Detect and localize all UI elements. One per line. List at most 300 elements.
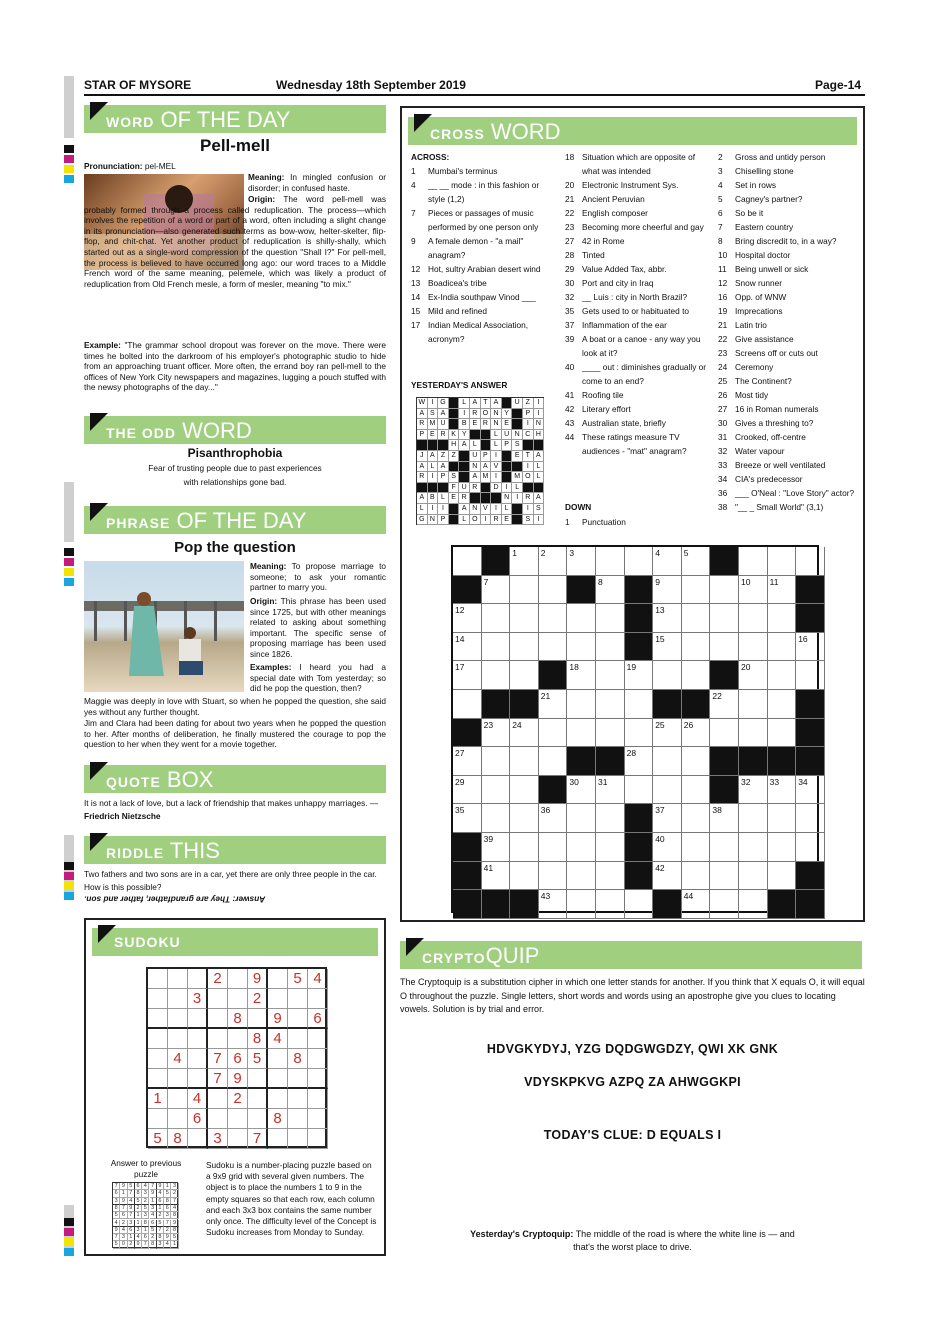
sudoku-cell[interactable] — [268, 1069, 288, 1089]
answer-cell: V — [491, 462, 502, 473]
crossword-cell[interactable] — [710, 576, 739, 605]
crossword-cell[interactable] — [567, 862, 596, 891]
crossword-cell[interactable] — [539, 862, 568, 891]
answer-cell — [534, 483, 545, 494]
crossword-cell[interactable] — [539, 719, 568, 748]
crossword-cell[interactable] — [567, 719, 596, 748]
sudoku-cell[interactable] — [148, 1109, 168, 1129]
sudoku-answer-cell: 4 — [142, 1183, 149, 1190]
crossword-cell[interactable]: 4 — [653, 547, 682, 576]
sudoku-cell[interactable] — [248, 1109, 268, 1129]
crossword-cell[interactable]: 44 — [682, 890, 711, 919]
crossword-cell[interactable]: 34 — [796, 776, 825, 805]
answer-cell: E — [502, 515, 513, 526]
sudoku-cell[interactable] — [168, 1109, 188, 1129]
crossword-cell[interactable] — [682, 862, 711, 891]
sudoku-cell[interactable] — [308, 989, 328, 1009]
across-clues: ACROSS: 1 Mumbai's terminus 4 __ __ mode : in this fashion or style (1,2) 7 Pieces or passages of music performed by one person only 9 A female demon - "a mail" anagram? 12 Hot, sultry Arabian desert wind 13 Boadicea's tribe 14 Ex-India southpaw Vinod ___ 15 Mild and refined 17 Indian Medical Association, acronym? — [411, 150, 551, 346]
crossword-cell[interactable] — [768, 833, 797, 862]
clue-item: 42 Literary effort — [565, 404, 631, 414]
crossword-cell[interactable]: 36 — [539, 804, 568, 833]
sudoku-cell[interactable] — [308, 1129, 328, 1149]
sudoku-cell[interactable] — [168, 1069, 188, 1089]
crossword-cell[interactable] — [482, 661, 511, 690]
crossword-cell[interactable] — [596, 547, 625, 576]
crossword-cell[interactable] — [482, 776, 511, 805]
answer-cell — [459, 472, 470, 483]
crossword-cell[interactable] — [510, 576, 539, 605]
sudoku-answer-cell: 9 — [164, 1234, 171, 1241]
crossword-cell[interactable] — [596, 690, 625, 719]
sudoku-cell[interactable] — [288, 1109, 308, 1129]
crossword-cell — [653, 890, 682, 919]
crossword-cell[interactable]: 32 — [739, 776, 768, 805]
sudoku-cell[interactable] — [208, 1109, 228, 1129]
answer-cell: U — [438, 419, 449, 430]
crossword-cell[interactable] — [596, 661, 625, 690]
cryptoquip-clue: TODAY'S CLUE: D EQUALS I — [543, 1128, 722, 1142]
sudoku-cell[interactable] — [168, 989, 188, 1009]
crossword-cell[interactable] — [768, 547, 797, 576]
crossword-cell[interactable] — [739, 833, 768, 862]
crossword-cell[interactable]: 1 — [510, 547, 539, 576]
answer-cell: S — [534, 504, 545, 515]
sudoku-cell[interactable] — [288, 1009, 308, 1029]
crossword-cell[interactable] — [739, 604, 768, 633]
sudoku-cell[interactable] — [208, 1029, 228, 1049]
crossword-cell[interactable]: 19 — [625, 661, 654, 690]
sudoku-cell[interactable] — [148, 1029, 168, 1049]
answer-cell: S — [449, 472, 460, 483]
answer-cell: P — [523, 409, 534, 420]
answer-cell: O — [481, 409, 492, 420]
answer-cell — [502, 398, 513, 409]
sudoku-cell[interactable] — [188, 1069, 208, 1089]
crossword-cell[interactable]: 43 — [539, 890, 568, 919]
crossword-cell[interactable]: 18 — [567, 661, 596, 690]
sudoku-cell: 1 — [148, 1089, 168, 1109]
sudoku-cell[interactable] — [248, 1009, 268, 1029]
answer-cell — [502, 462, 513, 473]
answer-cell: A — [459, 504, 470, 515]
answer-cell: I — [428, 398, 439, 409]
crossword-cell[interactable] — [739, 547, 768, 576]
crossword-cell — [453, 833, 482, 862]
answer-cell: L — [417, 504, 428, 515]
crossword-cell[interactable] — [768, 690, 797, 719]
answer-cell: L — [491, 430, 502, 441]
clue-item: 22 English composer — [565, 208, 648, 218]
sudoku-cell[interactable] — [308, 1029, 328, 1049]
sudoku-answer-cell: 2 — [142, 1198, 149, 1205]
crossword-cell[interactable] — [768, 719, 797, 748]
clue-item: 27 16 in Roman numerals — [718, 404, 819, 414]
sudoku-cell[interactable] — [188, 969, 208, 989]
clue-item: 14 Ex-India southpaw Vinod ___ — [411, 292, 536, 302]
crossword-cell[interactable]: 31 — [596, 776, 625, 805]
sudoku-cell[interactable] — [288, 1129, 308, 1149]
crossword-cell[interactable] — [567, 690, 596, 719]
crossword-cell[interactable] — [596, 633, 625, 662]
crossword-cell[interactable] — [539, 747, 568, 776]
crossword-cell[interactable] — [482, 604, 511, 633]
answer-cell: I — [438, 504, 449, 515]
crossword-cell[interactable]: 5 — [682, 547, 711, 576]
crossword-cell[interactable] — [710, 862, 739, 891]
answer-cell: N — [491, 419, 502, 430]
sudoku-cell[interactable] — [188, 1029, 208, 1049]
crossword-cell[interactable] — [739, 690, 768, 719]
crossword-cell[interactable] — [625, 776, 654, 805]
answer-cell: I — [491, 504, 502, 515]
crossword-cell[interactable]: 10 — [739, 576, 768, 605]
sudoku-cell[interactable] — [208, 989, 228, 1009]
crossword-cell[interactable]: 9 — [653, 576, 682, 605]
crossword-cell[interactable] — [596, 719, 625, 748]
sudoku-answer-cell: 5 — [157, 1220, 164, 1227]
sudoku-grid[interactable] — [146, 967, 327, 1148]
crossword-cell[interactable] — [768, 862, 797, 891]
crossword-cell[interactable]: 25 — [653, 719, 682, 748]
crossword-cell[interactable] — [625, 547, 654, 576]
answer-cell: R — [417, 472, 428, 483]
crossword-cell[interactable] — [768, 661, 797, 690]
crossword-cell[interactable] — [796, 833, 825, 862]
crossword-cell — [453, 890, 482, 919]
answer-cell — [481, 430, 492, 441]
answer-cell: F — [449, 483, 460, 494]
answer-cell: T — [523, 451, 534, 462]
sudoku-answer-cell: 8 — [157, 1234, 164, 1241]
crossword-cell[interactable]: 40 — [653, 833, 682, 862]
crossword-cell[interactable]: 14 — [453, 633, 482, 662]
sudoku-answer-cell: 7 — [128, 1212, 135, 1219]
crossword-cell — [710, 661, 739, 690]
crossword-cell[interactable] — [796, 547, 825, 576]
sudoku-cell[interactable] — [268, 1049, 288, 1069]
crossword-cell[interactable]: 16 — [796, 633, 825, 662]
answer-cell: U — [502, 430, 513, 441]
crossword-cell[interactable] — [510, 804, 539, 833]
crossword-cell[interactable] — [453, 690, 482, 719]
answer-cell: N — [502, 493, 513, 504]
crossword-cell[interactable]: 7 — [482, 576, 511, 605]
sudoku-cell[interactable] — [308, 1049, 328, 1069]
sudoku-answer-cell: 4 — [157, 1190, 164, 1197]
sudoku-cell[interactable] — [228, 989, 248, 1009]
answer-cell: R — [481, 419, 492, 430]
sudoku-cell[interactable] — [248, 1089, 268, 1109]
crossword-cell[interactable] — [682, 576, 711, 605]
clue-item: 30 Port and city in Iraq — [565, 278, 654, 288]
sudoku-cell[interactable] — [288, 1069, 308, 1089]
sudoku-cell[interactable] — [308, 1069, 328, 1089]
quote-banner: QUOTE BOX — [84, 765, 386, 793]
crossword-cell[interactable]: 20 — [739, 661, 768, 690]
crossword-cell[interactable] — [567, 633, 596, 662]
answer-cell — [428, 440, 439, 451]
answer-cell — [512, 515, 523, 526]
answer-cell: N — [428, 515, 439, 526]
crossword-cell[interactable]: 37 — [653, 804, 682, 833]
sudoku-cell: 7 — [248, 1129, 268, 1149]
answer-cell — [481, 440, 492, 451]
sudoku-answer-cell: 7 — [142, 1241, 149, 1248]
crossword-cell[interactable]: 41 — [482, 862, 511, 891]
crossword-cell[interactable]: 38 — [710, 804, 739, 833]
sudoku-cell: 4 — [308, 969, 328, 989]
crossword-cell[interactable]: 26 — [682, 719, 711, 748]
crossword-cell[interactable] — [796, 661, 825, 690]
crossword-cell[interactable] — [710, 604, 739, 633]
crossword-cell[interactable] — [596, 862, 625, 891]
word-meaning: In mingled confusion or disorder; in confused haste. — [248, 172, 386, 193]
crossword-cell[interactable] — [510, 776, 539, 805]
sudoku-answer-cell: 9 — [150, 1190, 157, 1197]
across-clues-continued — [565, 150, 710, 458]
sudoku-answer-cell: 1 — [142, 1227, 149, 1234]
crossword-cell[interactable] — [739, 633, 768, 662]
crossword-cell[interactable]: 3 — [567, 547, 596, 576]
crossword-cell[interactable]: 24 — [510, 719, 539, 748]
sudoku-answer-cell: 7 — [128, 1190, 135, 1197]
phrase-meaning: To propose marriage to someone; to ask your romantic partner to marry you. — [250, 561, 386, 593]
sudoku-cell[interactable] — [268, 1129, 288, 1149]
crossword-cell[interactable]: 39 — [482, 833, 511, 862]
sudoku-cell[interactable] — [308, 1109, 328, 1129]
crossword-cell[interactable]: 15 — [653, 633, 682, 662]
crossword-cell[interactable] — [682, 804, 711, 833]
answer-cell: B — [459, 419, 470, 430]
crossword-grid[interactable] — [451, 545, 819, 913]
clue-item: 29 Value Added Tax, abbr. — [565, 264, 667, 274]
sudoku-cell[interactable] — [208, 1009, 228, 1029]
crossword-cell[interactable] — [682, 633, 711, 662]
answer-cell: A — [417, 409, 428, 420]
sudoku-cell: 4 — [168, 1049, 188, 1069]
clue-item: 19 Imprecations — [718, 306, 783, 316]
sudoku-cell[interactable] — [188, 1049, 208, 1069]
crossword-cell[interactable] — [625, 690, 654, 719]
answer-cell — [512, 504, 523, 515]
sudoku-cell[interactable] — [148, 989, 168, 1009]
crossword-cell[interactable] — [739, 890, 768, 919]
answer-cell — [502, 472, 513, 483]
crossword-cell[interactable]: 2 — [539, 547, 568, 576]
crossword-cell[interactable] — [710, 833, 739, 862]
sudoku-cell[interactable] — [188, 1009, 208, 1029]
sudoku-cell[interactable] — [168, 1029, 188, 1049]
clue-item: 4 Set in rows — [718, 180, 777, 190]
crossword-cell[interactable]: 33 — [768, 776, 797, 805]
down-clue-1: 1 Punctuation — [565, 517, 626, 527]
crossword-cell[interactable] — [596, 804, 625, 833]
sudoku-answer-cell: 3 — [120, 1234, 127, 1241]
crossword-cell[interactable]: 27 — [453, 747, 482, 776]
crossword-cell[interactable]: 11 — [768, 576, 797, 605]
crossword-cell[interactable]: 28 — [625, 747, 654, 776]
crossword-cell[interactable] — [682, 661, 711, 690]
crossword-cell[interactable] — [596, 833, 625, 862]
sudoku-cell[interactable] — [228, 1129, 248, 1149]
sudoku-cell[interactable] — [308, 1089, 328, 1109]
crossword-cell[interactable]: 23 — [482, 719, 511, 748]
crossword-cell[interactable] — [653, 661, 682, 690]
crossword-cell[interactable]: 22 — [710, 690, 739, 719]
answer-cell: I — [523, 419, 534, 430]
sudoku-cell[interactable] — [208, 1089, 228, 1109]
sudoku-cell: 4 — [188, 1089, 208, 1109]
clue-item: 3 Chiselling stone — [718, 166, 794, 176]
crossword-cell[interactable]: 21 — [539, 690, 568, 719]
crossword-cell[interactable] — [625, 890, 654, 919]
sudoku-cell[interactable] — [268, 1089, 288, 1109]
sudoku-cell[interactable] — [288, 1029, 308, 1049]
crossword-cell[interactable]: 35 — [453, 804, 482, 833]
answer-cell: P — [438, 515, 449, 526]
sudoku-cell[interactable] — [288, 989, 308, 1009]
crossword-cell[interactable] — [510, 862, 539, 891]
crossword-cell[interactable]: 29 — [453, 776, 482, 805]
sudoku-answer-cell: 6 — [164, 1205, 171, 1212]
crossword-cell[interactable] — [739, 862, 768, 891]
crossword-cell[interactable] — [596, 890, 625, 919]
answer-cell: P — [502, 440, 513, 451]
answer-cell: Z — [523, 398, 534, 409]
crossword-cell[interactable] — [653, 747, 682, 776]
crossword-cell[interactable] — [625, 719, 654, 748]
answer-cell: A — [417, 462, 428, 473]
crossword-cell[interactable] — [768, 604, 797, 633]
crossword-cell[interactable] — [510, 747, 539, 776]
sudoku-cell[interactable] — [168, 969, 188, 989]
sudoku-answer-cell: 7 — [171, 1198, 178, 1205]
crossword-cell — [796, 576, 825, 605]
sudoku-answer-cell: 7 — [150, 1183, 157, 1190]
answer-cell: H — [449, 440, 460, 451]
crossword-cell[interactable] — [567, 804, 596, 833]
clue-item: 28 Tinted — [565, 250, 605, 260]
crossword-cell[interactable]: 12 — [453, 604, 482, 633]
sudoku-cell[interactable] — [148, 1009, 168, 1029]
header-rule — [84, 94, 865, 96]
sudoku-cell: 9 — [228, 1069, 248, 1089]
sudoku-answer-cell: 4 — [128, 1198, 135, 1205]
sudoku-cell[interactable] — [268, 969, 288, 989]
crossword-cell[interactable] — [682, 747, 711, 776]
word-of-day-banner: WORD OF THE DAY — [84, 105, 386, 133]
sudoku-cell[interactable] — [268, 989, 288, 1009]
crossword-cell[interactable] — [510, 661, 539, 690]
sudoku-cell[interactable] — [228, 1029, 248, 1049]
answer-cell: A — [438, 462, 449, 473]
crossword-cell[interactable]: 30 — [567, 776, 596, 805]
sudoku-cell[interactable] — [228, 969, 248, 989]
crossword-cell[interactable] — [768, 633, 797, 662]
sudoku-cell[interactable] — [228, 1109, 248, 1129]
clue-item: 43 Australian state, briefly — [565, 418, 666, 428]
sudoku-cell[interactable] — [148, 969, 168, 989]
phrase-origin: This phrase has been used since 1725, but with other meanings related to asking about something important. The specific sense of proposing marriage has been used since 1826. — [250, 596, 386, 659]
crossword-cell[interactable] — [768, 804, 797, 833]
answer-cell: P — [438, 472, 449, 483]
sudoku-cell[interactable] — [168, 1009, 188, 1029]
crossword-cell[interactable] — [739, 804, 768, 833]
crossword-cell — [796, 690, 825, 719]
crossword-cell[interactable] — [796, 804, 825, 833]
crossword-cell[interactable] — [510, 833, 539, 862]
clue-item: 12 Snow runner — [718, 278, 783, 288]
sudoku-answer-cell: 1 — [164, 1183, 171, 1190]
crossword-cell[interactable] — [567, 604, 596, 633]
crossword-cell[interactable] — [567, 833, 596, 862]
answer-cell: I — [512, 493, 523, 504]
sudoku-cell: 8 — [268, 1109, 288, 1129]
crossword-cell[interactable] — [682, 604, 711, 633]
crossword-cell — [482, 890, 511, 919]
crossword-cell[interactable] — [567, 890, 596, 919]
crossword-cell — [768, 747, 797, 776]
crossword-cell[interactable] — [539, 633, 568, 662]
crossword-cell[interactable]: 8 — [596, 576, 625, 605]
answer-cell — [470, 430, 481, 441]
crossword-cell[interactable] — [510, 604, 539, 633]
crossword-cell[interactable] — [596, 604, 625, 633]
sudoku-cell[interactable] — [168, 1089, 188, 1109]
sudoku-cell[interactable] — [288, 1089, 308, 1109]
sudoku-cell[interactable] — [188, 1129, 208, 1149]
sudoku-cell: 6 — [308, 1009, 328, 1029]
crossword-cell — [539, 661, 568, 690]
crossword-cell[interactable] — [539, 576, 568, 605]
crossword-cell[interactable]: 17 — [453, 661, 482, 690]
crossword-cell[interactable] — [453, 547, 482, 576]
crossword-cell[interactable] — [510, 633, 539, 662]
clue-item: 7 Eastern country — [718, 222, 794, 232]
answer-cell: L — [459, 398, 470, 409]
cryptoquip-line-1: HDVGKYDYJ, YZG DQDGWGDZY, QWI XK GNK — [486, 1042, 779, 1056]
crossword-cell[interactable] — [739, 719, 768, 748]
sudoku-answer-cell: 8 — [142, 1220, 149, 1227]
crossword-cell[interactable] — [710, 890, 739, 919]
crossword-cell[interactable] — [682, 833, 711, 862]
sudoku-cell: 2 — [228, 1089, 248, 1109]
sudoku-cell[interactable] — [248, 1069, 268, 1089]
crossword-cell[interactable] — [482, 633, 511, 662]
clue-item: 21 Ancient Peruvian — [565, 194, 645, 204]
crossword-cell[interactable]: 13 — [653, 604, 682, 633]
sudoku-answer-cell: 9 — [128, 1205, 135, 1212]
crossword-cell[interactable] — [539, 833, 568, 862]
answer-cell: Z — [449, 451, 460, 462]
crossword-cell[interactable] — [482, 747, 511, 776]
answer-cell — [491, 493, 502, 504]
crossword-cell[interactable]: 42 — [653, 862, 682, 891]
riddle-text: Two fathers and two sons are in a car, yet there are only three people in the car. How is this possible? — [84, 869, 377, 892]
sudoku-cell[interactable] — [148, 1049, 168, 1069]
sudoku-cell: 3 — [208, 1129, 228, 1149]
answer-cell: I — [428, 504, 439, 515]
crossword-cell[interactable] — [682, 776, 711, 805]
crossword-cell[interactable] — [653, 776, 682, 805]
crossword-cell[interactable] — [539, 604, 568, 633]
crossword-cell[interactable] — [710, 719, 739, 748]
crossword-cell[interactable] — [482, 804, 511, 833]
crossword-cell[interactable] — [710, 633, 739, 662]
clue-item: 6 So be it — [718, 208, 764, 218]
sudoku-cell[interactable] — [148, 1069, 168, 1089]
sudoku-answer-cell: 7 — [113, 1183, 120, 1190]
